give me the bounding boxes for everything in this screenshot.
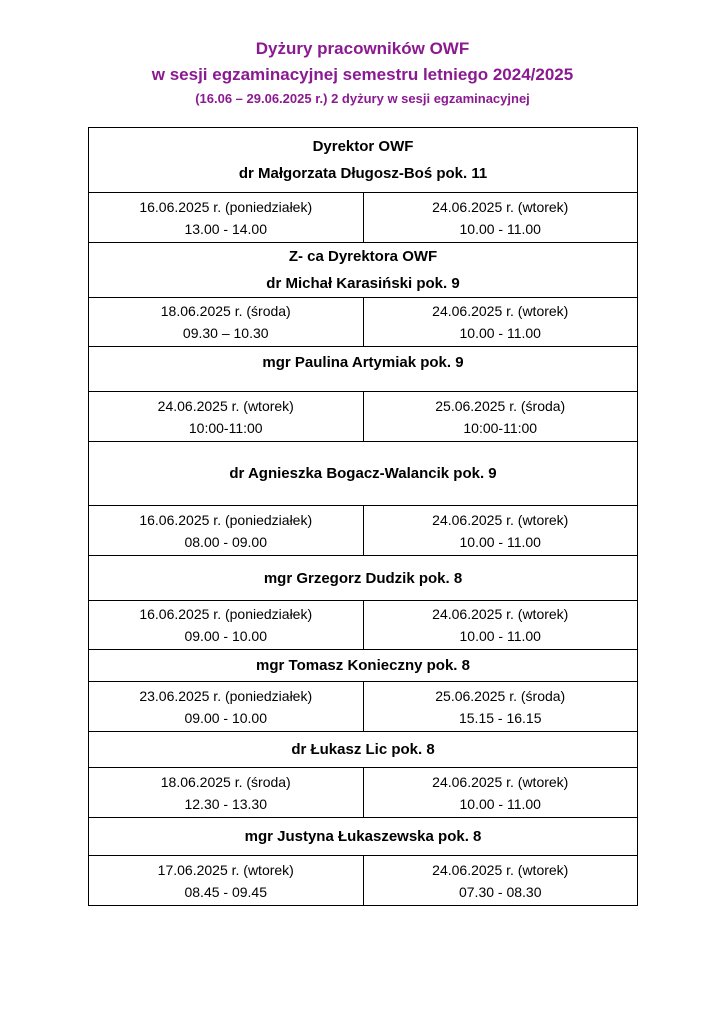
duty-date: 16.06.2025 r. (poniedziałek) (139, 606, 313, 622)
duty-slots-row (89, 601, 638, 650)
staff-name-row (89, 556, 638, 601)
duty-slot-cell (89, 392, 364, 442)
staff-name: dr Agnieszka Bogacz-Walancik pok. 9 (229, 465, 497, 482)
duty-date: 25.06.2025 r. (środa) (435, 397, 566, 414)
staff-name-cell (89, 347, 638, 392)
duty-slot-cell (89, 856, 364, 906)
duty-date: 24.06.2025 r. (wtorek) (432, 861, 569, 878)
duty-slot-cell (363, 601, 638, 650)
duty-date: 17.06.2025 r. (wtorek) (157, 861, 294, 878)
duty-slot-cell (363, 392, 638, 442)
duty-date: 24.06.2025 r. (wtorek) (432, 606, 569, 622)
duty-date: 18.06.2025 r. (środa) (160, 773, 291, 790)
duty-date: 23.06.2025 r. (poniedziałek) (139, 687, 313, 704)
duty-slot-cell (363, 506, 638, 556)
duty-date: 24.06.2025 r. (wtorek) (157, 397, 294, 414)
duty-date: 24.06.2025 r. (wtorek) (432, 511, 569, 528)
duty-schedule-table (88, 127, 638, 906)
duty-slots-row (89, 856, 638, 906)
duty-date: 18.06.2025 r. (środa) (160, 303, 291, 319)
duty-time: 12.30 - 13.30 (184, 795, 267, 812)
staff-name-row (89, 732, 638, 768)
duty-time: 10.00 - 11.00 (459, 220, 541, 237)
staff-name: mgr Paulina Artymiak pok. 9 (262, 354, 464, 371)
duty-slot-cell (363, 298, 638, 347)
duty-slot-cell (89, 682, 364, 732)
duty-slot-cell (89, 601, 364, 650)
duty-time: 10.00 - 11.00 (459, 533, 541, 550)
duty-slots-row (89, 298, 638, 347)
staff-name-cell (89, 442, 638, 506)
duty-slot-cell (89, 768, 364, 818)
duty-date: 25.06.2025 r. (środa) (435, 687, 566, 704)
staff-name-cell (89, 818, 638, 856)
duty-time: 08.45 - 09.45 (184, 883, 267, 900)
duty-date: 24.06.2025 r. (wtorek) (432, 303, 569, 319)
duty-time: 15.15 - 16.15 (458, 709, 542, 726)
staff-name-cell (89, 650, 638, 682)
staff-name: mgr Tomasz Konieczny pok. 8 (256, 657, 470, 674)
staff-role: Dyrektor OWF (312, 138, 414, 155)
staff-name: dr Małgorzata Długosz-Boś pok. 11 (238, 165, 488, 182)
staff-name-row (89, 442, 638, 506)
duty-slots-row (89, 682, 638, 732)
duty-time: 08.00 - 09.00 (184, 533, 267, 550)
staff-name-cell (89, 556, 638, 601)
duty-date: 16.06.2025 r. (poniedziałek) (139, 198, 313, 215)
duty-time: 13.00 - 14.00 (184, 220, 267, 237)
staff-name: mgr Justyna Łukaszewska pok. 8 (244, 828, 482, 845)
duty-date: 16.06.2025 r. (poniedziałek) (139, 511, 313, 528)
duty-slot-cell (89, 298, 364, 347)
duty-date: 24.06.2025 r. (wtorek) (432, 198, 569, 215)
staff-name: dr Michał Karasiński pok. 9 (266, 275, 460, 292)
staff-name-row (89, 650, 638, 682)
staff-name: mgr Grzegorz Dudzik pok. 8 (263, 569, 463, 587)
duty-time: 09.00 - 10.00 (184, 709, 267, 726)
staff-name-cell (89, 128, 638, 193)
document-header (0, 36, 725, 110)
duty-slot-cell (363, 856, 638, 906)
duty-time: 09.30 – 10.30 (182, 325, 269, 341)
duty-slots-row (89, 506, 638, 556)
duty-slot-cell (363, 768, 638, 818)
duty-date: 24.06.2025 r. (wtorek) (432, 773, 569, 790)
duty-slots-row (89, 392, 638, 442)
duty-time: 10.00 - 11.00 (459, 795, 541, 812)
duty-slot-cell (363, 682, 638, 732)
duty-time: 10:00-11:00 (463, 419, 538, 436)
staff-name-cell (89, 732, 638, 768)
staff-name-row (89, 128, 638, 193)
document-subtitle: (16.06 – 29.06.2025 r.) 2 dyżury w sesji egzaminacyjnej (195, 91, 530, 106)
document-title-line2: w sesji egzaminacyjnej semestru letniego 2024/2025 (151, 65, 574, 84)
document-title-line1: Dyżury pracowników OWF (255, 39, 470, 58)
staff-name-row (89, 347, 638, 392)
duty-time: 10.00 - 11.00 (459, 628, 541, 644)
duty-slot-cell (89, 506, 364, 556)
duty-slot-cell (89, 193, 364, 243)
staff-role: Z- ca Dyrektora OWF (288, 248, 438, 265)
duty-time: 10.00 - 11.00 (459, 325, 541, 341)
staff-name-cell (89, 243, 638, 298)
duty-time: 10:00-11:00 (188, 419, 263, 436)
duty-time: 09.00 - 10.00 (184, 628, 267, 644)
staff-name: dr Łukasz Lic pok. 8 (291, 741, 435, 758)
staff-name-row (89, 243, 638, 298)
staff-name-row (89, 818, 638, 856)
duty-slots-row (89, 193, 638, 243)
duty-slots-row (89, 768, 638, 818)
duty-time: 07.30 - 08.30 (458, 883, 542, 900)
duty-slot-cell (363, 193, 638, 243)
